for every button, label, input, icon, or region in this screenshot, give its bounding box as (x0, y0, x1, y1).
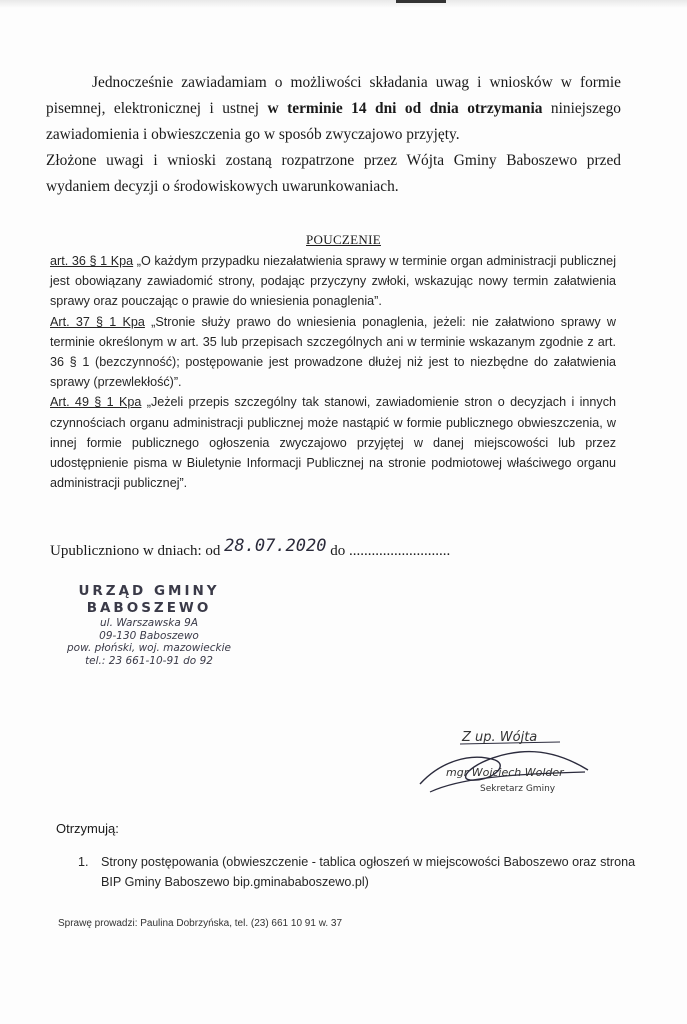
intro-deadline: w terminie 14 dni od dnia otrzymania (267, 100, 543, 117)
office-stamp: URZĄD GMINY BABOSZEWO ul. Warszawska 9A 09-130 Baboszewo pow. płoński, woj. mazowieckie tel.: 23 661-10-91 do 92 (67, 583, 231, 667)
list-item-number: 1. (78, 855, 89, 869)
article-36: art. 36 § 1 Kpa „O każdym przypadku niezałatwienia sprawy w terminie organ administracji publicznej jest obowiązany zawiadomić strony, podając przyczyny zwłoki, wskazując nowy termin załatwienia sprawy oraz pouczając o prawie do wniesienia ponaglenia”. (50, 254, 616, 309)
scan-mark (396, 0, 446, 3)
case-handler-note: Sprawę prowadzi: Paulina Dobrzyńska, tel. (23) 661 10 91 w. 37 (58, 918, 343, 929)
article-ref: art. 36 § 1 Kpa (50, 254, 134, 268)
intro-section (46, 70, 621, 200)
article-49: Art. 49 § 1 Kpa „Jeżeli przepis szczególny tak stanowi, zawiadomienie stron o decyzjach i innych czynnościach organu administracji publicznej może nastąpić w formie publicznego obwieszczenia, w innej formie publicznego ogłoszenia zwyczajowo przyjętej w danej miejscowości lub przez udostępnienie pisma w Biuletynie Informacji Publicznej na stronie podmiotowej właściwego organu administracji publicznej”. (50, 395, 616, 491)
article-ref: Art. 49 § 1 Kpa (50, 395, 142, 410)
scan-edge (0, 0, 687, 8)
recipients-list (78, 852, 638, 892)
published-date-to: ........................... (349, 543, 451, 559)
list-item: Strony postępowania (obwieszczenie - tablica ogłoszeń w miejscowości Baboszewo oraz strona BIP Gminy Baboszewo bip.gminababoszewo.pl) (101, 855, 636, 889)
intro-paragraph-2: Złożone uwagi i wnioski zostaną rozpatrzone przez Wójta Gminy Baboszewo przed wydaniem decyzji o środowiskowych uwarunkowaniach. (46, 152, 621, 195)
recipients-label: Otrzymują: (56, 821, 119, 836)
published-date-from: 28.07.2020 (224, 536, 327, 556)
article-ref: Art. 37 § 1 Kpa (50, 314, 145, 329)
article-37: Art. 37 § 1 Kpa „Stronie służy prawo do wniesienia ponaglenia, jeżeli: nie załatwiono sprawy w terminie określonym w art. 35 lub przepisach szczególnych ani w terminie wskazanym zgodnie z art. 36 § 1 (bezczynność); postępowanie jest prowadzone dłużej niż jest to niezbędne do załatwienia sprawy (przewlekłość)”. (50, 314, 616, 390)
instruction-articles (50, 251, 616, 493)
published-dates: Upubliczniono w dniach: od 28.07.2020 do ........................... (50, 536, 451, 559)
signature-block: Z up. Wójta mgr Wojciech Wolder Sekretarz Gminy (400, 722, 600, 802)
instruction-title: POUCZENIE (306, 232, 381, 247)
intro-paragraph-1: Jednocześnie zawiadamiam o możliwości składania uwag i wniosków w formie pisemnej, elektronicznej i ustnej w terminie 14 dni od dnia otrzymania niniejszego zawiadomienia i obwieszczenia go w sposób zwyczajowo przyjęty. (46, 74, 621, 143)
